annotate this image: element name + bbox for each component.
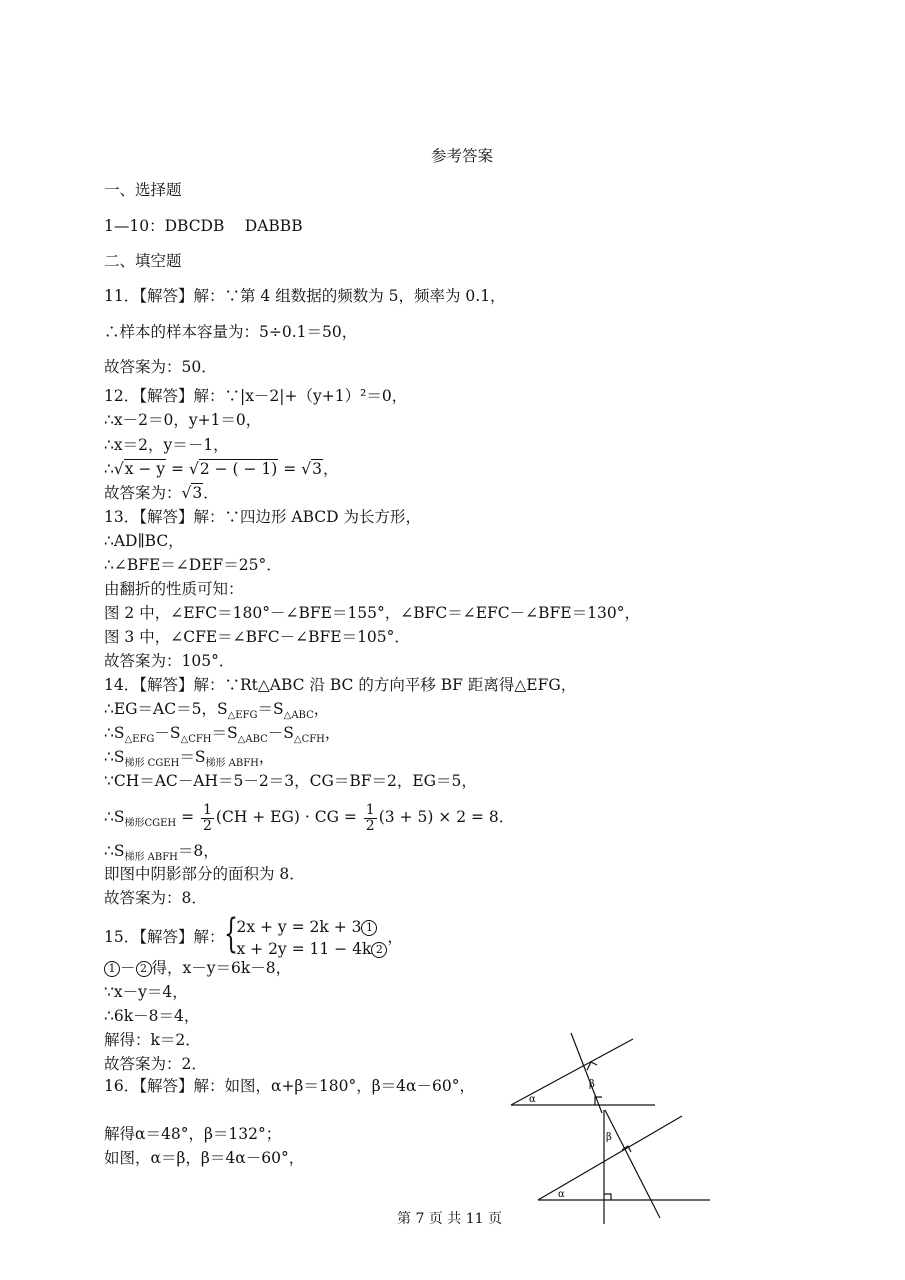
fig2-transversal (605, 1110, 660, 1218)
q14-line: 14．【解答】解：∵Rt△ABC 沿 BC 的方向平移 BF 距离得△EFG， (104, 676, 577, 694)
fig2-beta-label: β (606, 1132, 612, 1143)
q15-line: ∴6k－8＝4， (104, 1007, 200, 1025)
q13-line: ∴AD∥BC， (104, 532, 184, 550)
q15-line: ∵x－y＝4， (104, 983, 188, 1001)
q12-line: 12．【解答】解：∵|x－2|+（y+1）²＝0， (104, 387, 408, 405)
q14-line: $\therefore S_{梯形 ABFH}=8$， (104, 842, 219, 864)
q13-line: ∴∠BFE＝∠DEF＝25°． (104, 556, 282, 574)
q15-line: 1 － 2 得，x－y＝6k－8， (104, 958, 291, 978)
q14-line: $\therefore S_{\triangle EFG}-S_{\triangle CFH}=S_{\triangle ABC}-S_{\triangle CFH}$， (104, 724, 341, 746)
q12-line: ∴x＝2，y＝－1， (104, 436, 229, 454)
fig2-alpha-label: α (558, 1189, 565, 1200)
q13-line: 故答案为：105°． (104, 652, 235, 670)
q12-line: ∴x－2＝0，y+1＝0， (104, 411, 262, 429)
fig1-beta-label: β (589, 1079, 595, 1090)
page-title: 参考答案 (431, 147, 494, 165)
q11-line: ∴样本的样本容量为：5÷0.1＝50， (104, 323, 358, 341)
fig2-right-angle (604, 1194, 611, 1200)
q16-line: 16．【解答】解：如图，α+β＝180°，β＝4α－60°， (104, 1077, 475, 1095)
figure-1 (505, 1025, 660, 1115)
q16-line: 如图，α＝β，β＝4α－60°， (104, 1149, 305, 1167)
q13-line: 13．【解答】解：∵四边形 ABCD 为长方形， (104, 508, 421, 526)
q15-line: 解得：k＝2． (104, 1031, 201, 1049)
choice-answers: 1—10：DBCDB DABBB (104, 217, 303, 235)
equation-system: { 2x + y = 2k + 3 1 x + 2y = 11 − 4k 2 (224, 916, 387, 960)
q14-formula: $\therefore S_{梯形CGEH}$ = $\frac{1}{2}$ (CH + EG) · CG = $\frac{1}{2}$ (3 + 5) × 2 = 8． (104, 801, 515, 834)
q14-line: 即图中阴影部分的面积为 8． (104, 865, 305, 883)
q14-line: ∵CH＝AC－AH＝5－2＝3，CG＝BF＝2，EG＝5， (104, 772, 477, 790)
section-heading-fill: 二、填空题 (104, 252, 182, 270)
q13-line: 由翻折的性质可知： (104, 580, 244, 598)
fig1-alpha-label: α (529, 1094, 536, 1105)
q14-line: ∴EG＝AC＝5，$S_{\triangle EFG}=S_{\triangle ABC}$， (104, 700, 330, 722)
figure-2 (530, 1108, 715, 1226)
q12-sqrt-line: ∴√x − y = √2 − ( − 1) = √3， (104, 460, 339, 478)
fig2-slanted-line (538, 1116, 682, 1200)
fraction-half: $\frac{1}{2}$ (365, 801, 375, 834)
q14-line: $\therefore S_{梯形 CGEH}=S_{梯形 ABFH}$， (104, 748, 275, 770)
q13-line: 图 2 中，∠EFC＝180°－∠BFE＝155°，∠BFC＝∠EFC－∠BFE＝130°， (104, 604, 640, 622)
q15-line: 故答案为：2． (104, 1055, 207, 1073)
q15-system-line: 15．【解答】解： { 2x + y = 2k + 3 1 x + 2y = 11 − 4k 2 ， (104, 911, 403, 958)
fraction-half: $\frac{1}{2}$ (203, 801, 212, 834)
page-footer: 第 7 页 共 11 页 (397, 1211, 502, 1227)
q13-line: 图 3 中，∠CFE＝∠BFC－∠BFE＝105°． (104, 628, 410, 646)
q11-line: 11．【解答】解：∵第 4 组数据的频数为 5，频率为 0.1， (104, 287, 506, 305)
q12-answer: 故答案为：√3． (104, 484, 219, 502)
q14-line: 故答案为：8． (104, 889, 207, 907)
fig1-transversal (571, 1033, 602, 1113)
q11-line: 故答案为：50． (104, 358, 217, 376)
section-heading-choice: 一、选择题 (104, 181, 182, 199)
q16-line: 解得α＝48°，β＝132°； (104, 1125, 282, 1143)
